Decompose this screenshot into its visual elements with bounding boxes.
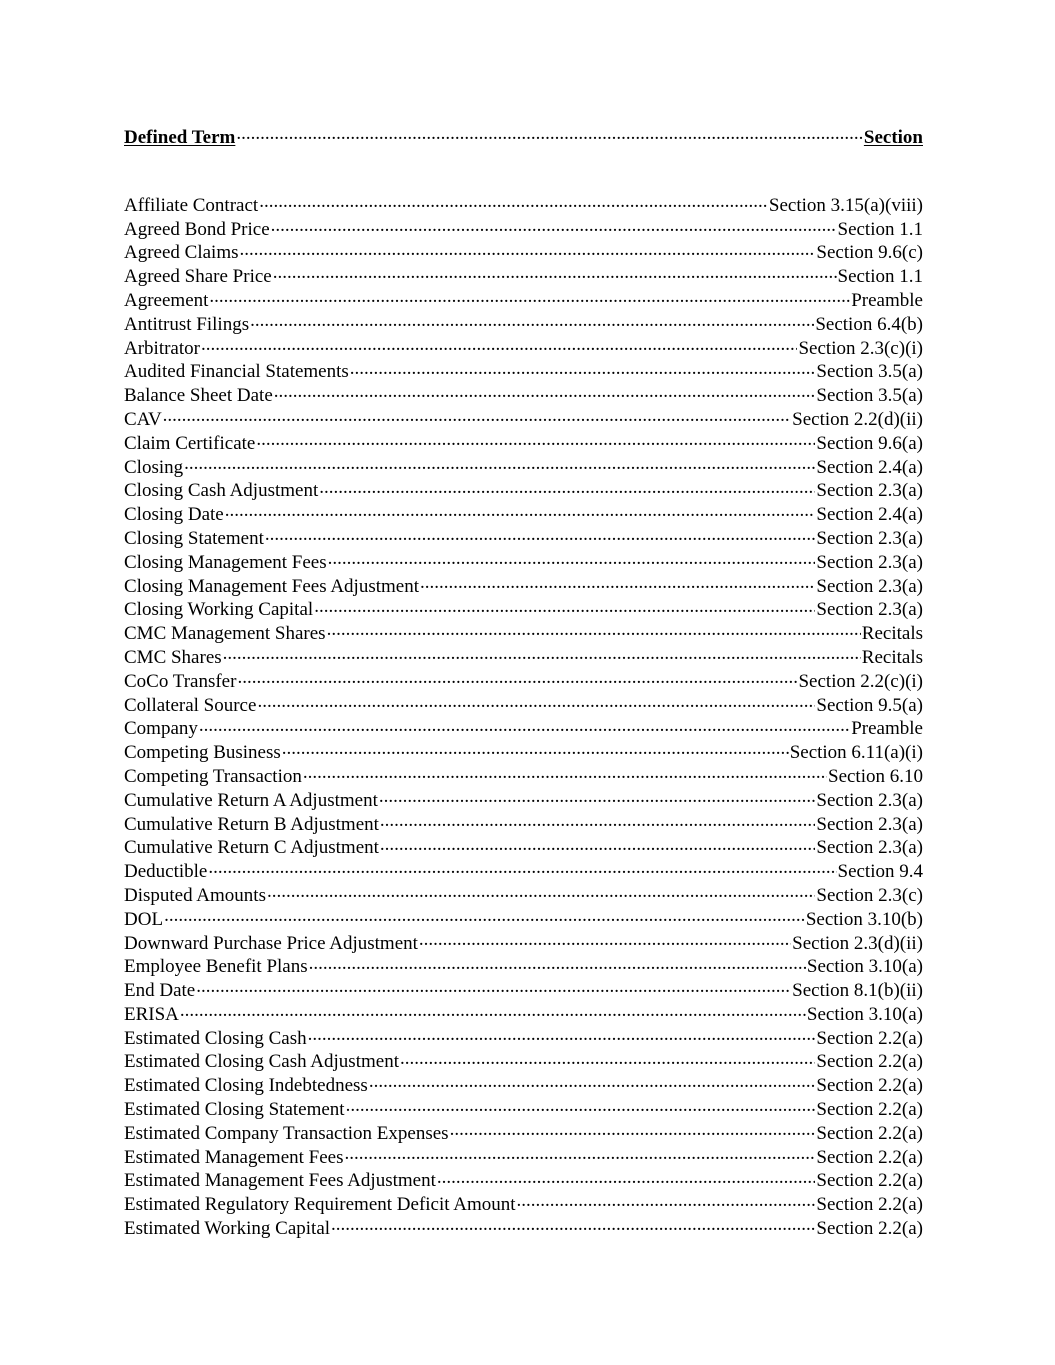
defined-term: CMC Shares	[124, 646, 222, 668]
section-reference: Section 2.3(a)	[816, 527, 923, 549]
defined-term: Balance Sheet Date	[124, 385, 273, 406]
defined-term: Cumulative Return C Adjustment	[124, 837, 379, 859]
defined-term: Arbitrator	[124, 337, 200, 359]
index-entry	[124, 1120, 923, 1144]
defined-term: Closing	[124, 456, 184, 478]
defined-term: Closing Statement	[124, 527, 264, 549]
dot-leader	[208, 858, 836, 877]
index-entry	[124, 882, 923, 906]
index-entry	[124, 525, 923, 549]
dot-leader	[309, 953, 806, 972]
index-entry	[124, 1025, 923, 1049]
section-reference: Section 3.10(a)	[806, 1003, 923, 1025]
section-reference: Section 8.1(b)(ii)	[792, 980, 923, 1001]
dot-leader	[419, 930, 791, 949]
index-entry	[124, 1167, 923, 1191]
index-entry	[124, 573, 923, 597]
index-entries	[124, 192, 923, 1239]
index-entry	[124, 620, 923, 644]
index-entry	[124, 977, 923, 1001]
defined-term: Estimated Company Transaction Expenses	[124, 1122, 449, 1144]
index-entry	[124, 382, 923, 406]
index-entry	[124, 335, 923, 359]
index-entry	[124, 454, 923, 478]
section-reference: Preamble	[851, 289, 923, 311]
index-entry	[124, 358, 923, 382]
dot-leader	[180, 1001, 806, 1020]
section-reference: Section 2.3(c)	[816, 884, 923, 906]
index-entry	[124, 930, 923, 954]
index-entry	[124, 596, 923, 620]
dot-leader	[380, 834, 816, 853]
index-entry	[124, 501, 923, 525]
defined-term: Agreed Claims	[124, 242, 239, 264]
section-reference: Section 2.2(a)	[816, 1027, 923, 1049]
dot-leader	[450, 1120, 816, 1139]
defined-term: Claim Certificate	[124, 432, 256, 454]
defined-term: DOL	[124, 908, 164, 930]
section-reference: Section 2.2(a)	[816, 1146, 923, 1168]
defined-term: Affiliate Contract	[124, 194, 259, 216]
index-entry	[124, 263, 923, 287]
defined-term: CMC Management Shares	[124, 623, 326, 644]
index-entry	[124, 1144, 923, 1168]
defined-term: Agreed Bond Price	[124, 218, 270, 240]
defined-term: Estimated Working Capital	[124, 1218, 331, 1239]
section-reference: Section 2.2(a)	[816, 1075, 923, 1097]
defined-term: Estimated Closing Statement	[124, 1099, 345, 1120]
dot-leader	[225, 501, 816, 520]
section-reference: Section 9.4	[837, 861, 923, 882]
defined-term: Estimated Management Fees Adjustment	[124, 1170, 436, 1192]
index-entry	[124, 953, 923, 977]
index-entry	[124, 1072, 923, 1096]
dot-leader	[240, 239, 816, 258]
dot-leader	[250, 311, 814, 330]
dot-leader	[437, 1167, 816, 1186]
section-reference: Section 1.1	[837, 218, 923, 240]
defined-term: Closing Management Fees	[124, 551, 327, 573]
section-reference: Recitals	[861, 646, 923, 668]
index-entry	[124, 787, 923, 811]
defined-term: Closing Cash Adjustment	[124, 480, 319, 502]
section-reference: Section 2.3(a)	[816, 813, 923, 835]
index-entry	[124, 715, 923, 739]
section-reference: Section 9.5(a)	[816, 694, 923, 716]
section-reference: Section 2.2(a)	[816, 1122, 923, 1144]
index-entry	[124, 430, 923, 454]
defined-term: Estimated Closing Cash	[124, 1027, 307, 1049]
section-reference: Section 2.2(a)	[816, 1099, 923, 1120]
section-reference: Section 2.3(a)	[816, 480, 923, 502]
section-reference: Section 2.3(a)	[816, 551, 923, 573]
defined-term: Closing Date	[124, 504, 224, 525]
dot-leader	[201, 335, 798, 354]
index-entry	[124, 287, 923, 311]
defined-term: Antitrust Filings	[124, 313, 250, 335]
defined-term: Cumulative Return A Adjustment	[124, 789, 378, 811]
dot-leader	[346, 1096, 816, 1115]
index-entry	[124, 239, 923, 263]
section-reference: Section 3.5(a)	[816, 385, 923, 406]
dot-leader	[256, 430, 815, 449]
defined-term: ERISA	[124, 1003, 179, 1025]
index-entry	[124, 1191, 923, 1215]
dot-leader	[273, 263, 837, 282]
defined-term: End Date	[124, 980, 196, 1001]
index-entry	[124, 644, 923, 668]
defined-term-heading: Defined Term	[124, 127, 236, 148]
defined-term: Closing Working Capital	[124, 599, 314, 621]
index-entry	[124, 692, 923, 716]
section-reference: Section 1.1	[837, 266, 923, 287]
section-reference: Recitals	[861, 623, 923, 644]
defined-term: Audited Financial Statements	[124, 361, 349, 383]
defined-term: Agreed Share Price	[124, 266, 272, 287]
section-reference: Section 2.2(a)	[816, 1218, 923, 1239]
dot-leader	[184, 454, 815, 473]
section-reference: Section 2.3(d)(ii)	[792, 932, 923, 954]
dot-leader	[237, 668, 797, 687]
dot-leader	[308, 1025, 816, 1044]
dot-leader	[196, 977, 791, 996]
defined-term: Estimated Regulatory Requirement Deficit Amount	[124, 1194, 516, 1216]
defined-term: Company	[124, 718, 198, 740]
dot-leader	[369, 1072, 816, 1091]
section-reference: Section 3.5(a)	[816, 361, 923, 383]
dot-leader	[257, 692, 815, 711]
defined-term: Disputed Amounts	[124, 884, 266, 906]
dot-leader	[350, 358, 816, 377]
index-header	[124, 124, 923, 148]
dot-leader	[314, 596, 815, 615]
dot-leader	[331, 1215, 815, 1234]
index-entry	[124, 811, 923, 835]
dot-leader	[303, 763, 827, 782]
defined-term: Agreement	[124, 289, 209, 311]
section-reference: Section 2.2(a)	[816, 1194, 923, 1216]
index-entry	[124, 906, 923, 930]
defined-term: Competing Transaction	[124, 765, 302, 787]
index-entry	[124, 668, 923, 692]
section-reference: Section 2.3(a)	[816, 789, 923, 811]
dot-leader	[199, 715, 850, 734]
section-reference: Section 9.6(a)	[816, 432, 923, 454]
index-entry	[124, 1001, 923, 1025]
dot-leader	[319, 477, 815, 496]
dot-leader	[380, 811, 816, 830]
dot-leader	[163, 406, 791, 425]
section-reference: Section 2.4(a)	[816, 504, 923, 525]
section-reference: Section 3.15(a)(viii)	[768, 194, 923, 216]
index-entry	[124, 763, 923, 787]
defined-term: Estimated Closing Cash Adjustment	[124, 1051, 399, 1073]
section-reference: Section 2.2(a)	[816, 1170, 923, 1192]
index-entry	[124, 739, 923, 763]
defined-term: CoCo Transfer	[124, 670, 237, 692]
dot-leader	[379, 787, 816, 806]
dot-leader	[274, 382, 816, 401]
section-reference: Section 2.3(c)(i)	[798, 337, 923, 359]
index-entry	[124, 1215, 923, 1239]
section-reference: Section 3.10(b)	[805, 908, 923, 930]
index-entry	[124, 192, 923, 216]
section-reference: Preamble	[851, 718, 923, 740]
dot-leader	[517, 1191, 816, 1210]
index-entry	[124, 406, 923, 430]
dot-leader	[345, 1144, 816, 1163]
section-reference: Section 2.4(a)	[816, 456, 923, 478]
defined-term: Cumulative Return B Adjustment	[124, 813, 379, 835]
defined-term: Closing Management Fees Adjustment	[124, 575, 420, 597]
dot-leader	[236, 124, 863, 143]
defined-term: Competing Business	[124, 742, 281, 763]
index-entry	[124, 1048, 923, 1072]
section-reference: Section 2.3(a)	[816, 837, 923, 859]
dot-leader	[267, 882, 815, 901]
defined-term: Deductible	[124, 861, 208, 882]
section-reference: Section 6.11(a)(i)	[789, 742, 923, 763]
dot-leader	[209, 287, 850, 306]
index-entry	[124, 834, 923, 858]
section-reference: Section 9.6(c)	[816, 242, 923, 264]
section-reference: Section 2.2(d)(ii)	[792, 408, 923, 430]
section-heading: Section	[863, 127, 923, 148]
section-reference: Section 3.10(a)	[806, 956, 923, 978]
defined-term: Downward Purchase Price Adjustment	[124, 932, 418, 954]
section-reference: Section 6.4(b)	[815, 313, 923, 335]
index-entry	[124, 858, 923, 882]
defined-term: Estimated Management Fees	[124, 1146, 344, 1168]
dot-leader	[328, 549, 816, 568]
dot-leader	[420, 573, 815, 592]
index-entry	[124, 1096, 923, 1120]
dot-leader	[223, 644, 861, 663]
index-entry	[124, 311, 923, 335]
section-reference: Section 6.10	[828, 765, 923, 787]
section-reference: Section 2.3(a)	[816, 599, 923, 621]
dot-leader	[282, 739, 789, 758]
dot-leader	[400, 1048, 815, 1067]
dot-leader	[327, 620, 861, 639]
section-reference: Section 2.2(a)	[816, 1051, 923, 1073]
dot-leader	[164, 906, 805, 925]
section-reference: Section 2.2(c)(i)	[798, 670, 923, 692]
dot-leader	[259, 192, 768, 211]
index-entry	[124, 549, 923, 573]
defined-term: Employee Benefit Plans	[124, 956, 308, 978]
index-entry	[124, 216, 923, 240]
defined-term: Estimated Closing Indebtedness	[124, 1075, 368, 1097]
defined-terms-index	[124, 124, 923, 1239]
defined-term: CAV	[124, 408, 162, 430]
dot-leader	[265, 525, 816, 544]
defined-term: Collateral Source	[124, 694, 257, 716]
section-reference: Section 2.3(a)	[816, 575, 923, 597]
index-entry	[124, 477, 923, 501]
dot-leader	[271, 216, 837, 235]
